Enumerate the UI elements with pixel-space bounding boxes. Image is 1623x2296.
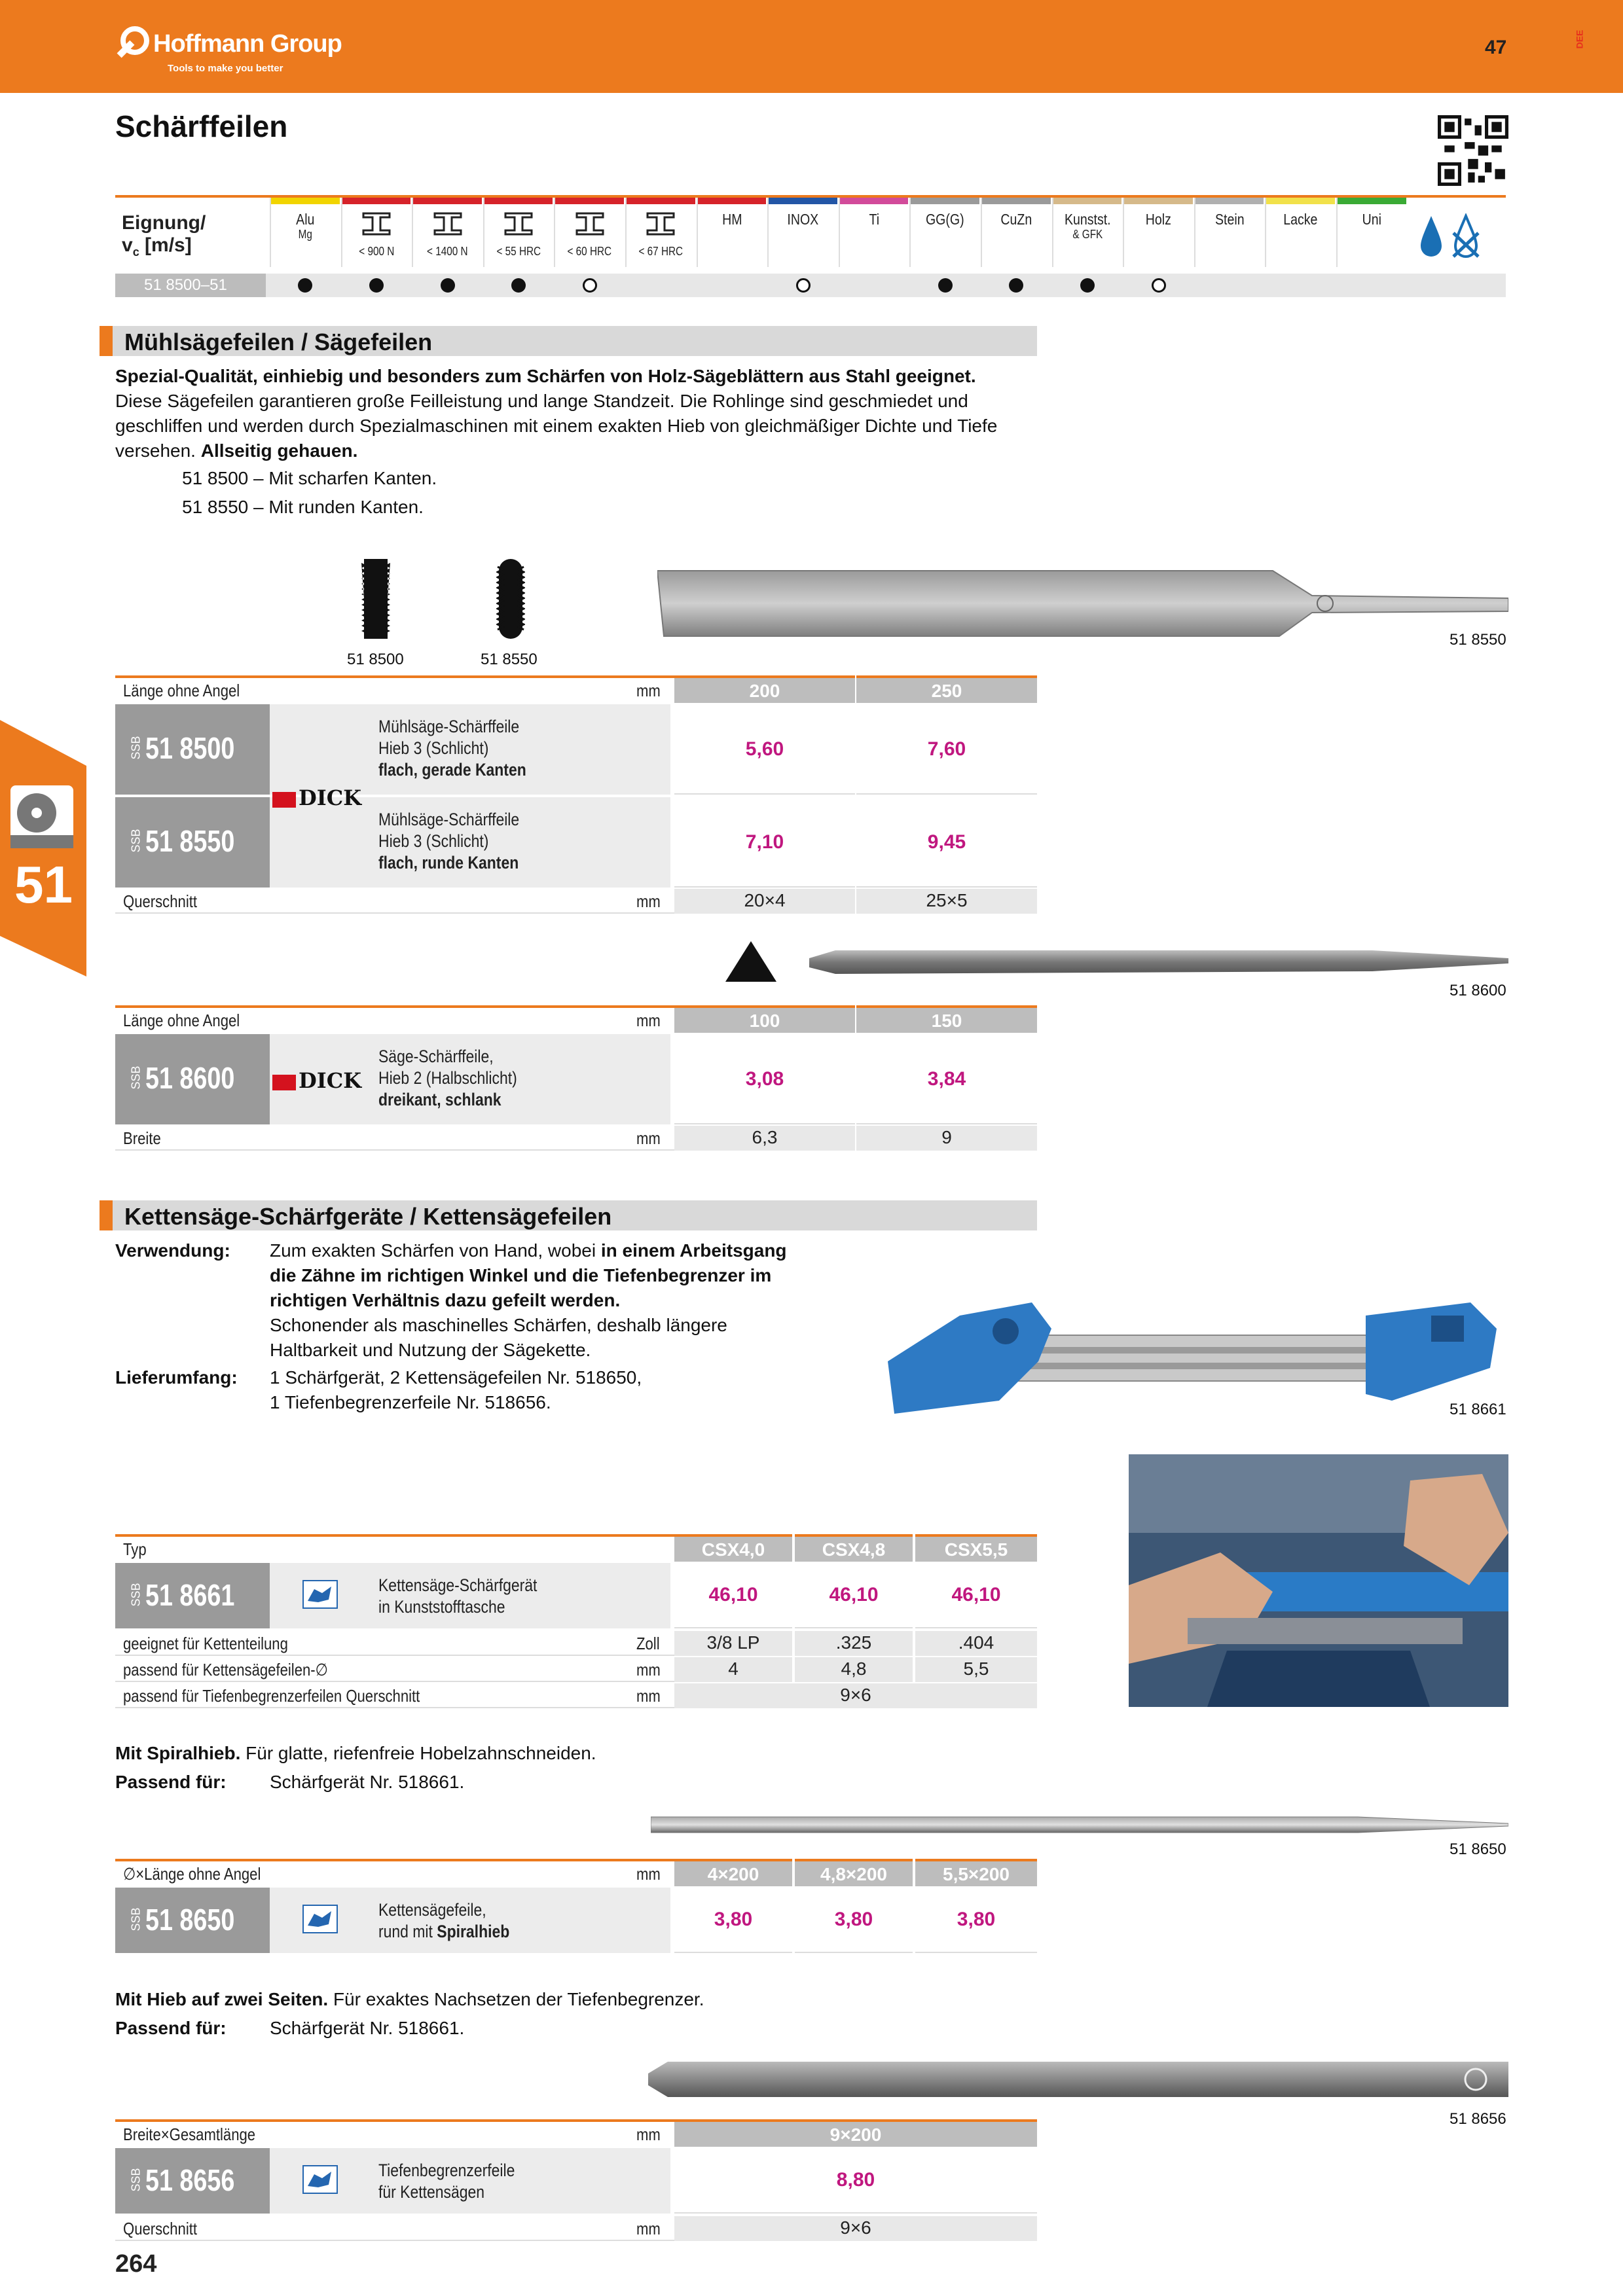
spiral-fit-label: Passend für: (115, 1772, 227, 1792)
t1-footer-label: Querschnitt (123, 891, 198, 911)
brand-text: DICK (299, 785, 361, 810)
steel-beam-icon (645, 211, 676, 237)
spec-label: passend für Tiefenbegrenzerfeilen Querschnitt (123, 1686, 420, 1706)
desc-line2: Hieb 3 (Schlicht) (378, 738, 489, 758)
suitability-sub-label: < 55 HRC (496, 245, 541, 258)
suitability-color-bar (1338, 198, 1406, 204)
ssb-badge: SSB (129, 829, 143, 853)
intro-line2: Diese Sägefeilen garantieren große Feilleistung und lange Standzeit. Die Rohlinge sind geschmiedet und (115, 391, 968, 411)
suitability-label-line1: Eignung/ (122, 212, 206, 234)
article-number: 51 8550 (145, 824, 235, 858)
suitability-col (839, 198, 910, 267)
t3-spec-row (115, 1631, 674, 1656)
suitability-color-bar (1266, 198, 1335, 204)
article-518600[interactable] (115, 1034, 270, 1124)
suitability-material-label: Ti (869, 211, 879, 228)
ssb-badge: SSB (129, 1907, 143, 1931)
intro-line4 (115, 439, 357, 463)
scope-line1: 1 Schärfgerät, 2 Kettensägefeilen Nr. 518650, (270, 1367, 642, 1388)
t2-footer-unit: mm (636, 1128, 661, 1148)
t5-footer-label: Querschnitt (123, 2219, 198, 2238)
coolant-drop-icon (1418, 213, 1444, 259)
image-label-518550: 51 8550 (481, 651, 538, 668)
page-number: 47 (1485, 37, 1507, 58)
spec-label: geeignet für Kettenteilung (123, 1634, 288, 1653)
t1-col-200: 200 (674, 675, 855, 703)
desc-line3: flach, gerade Kanten (378, 760, 526, 780)
suitability-row (115, 274, 1506, 297)
t3-desc (270, 1563, 670, 1628)
price-518500-200: 5,60 (674, 704, 855, 795)
suitability-sub-label: & GFK (1072, 228, 1103, 241)
desc-line2-text: rund mit (378, 1922, 437, 1941)
t1-header-unit: mm (636, 681, 661, 700)
footer-page-number: 264 (115, 2250, 157, 2278)
ssb-badge: SSB (129, 1583, 143, 1607)
spec-value: 5,5 (915, 1657, 1037, 1682)
t1-footer-unit: mm (636, 891, 661, 911)
brand-text: DICK (299, 1068, 361, 1093)
suitability-color-bar (911, 198, 979, 204)
t5-header-unit: mm (636, 2125, 661, 2144)
logo-tagline: Tools to make you better (168, 63, 283, 74)
pferd-brand-icon (302, 1580, 338, 1609)
suitability-color-bar (342, 198, 411, 204)
t5-col-1: 9×200 (674, 2119, 1037, 2147)
suitability-material-label: Lacke (1283, 211, 1318, 228)
cross-section-round-icon (496, 556, 525, 641)
t5-footer-val: 9×6 (674, 2216, 1037, 2241)
price-518500-250: 7,60 (856, 704, 1037, 795)
suitability-material-label: Alu (296, 211, 315, 228)
spec-unit: mm (636, 1660, 661, 1679)
desc-line1: Kettensägefeile, (378, 1900, 486, 1920)
page-title: Schärffeilen (115, 109, 288, 143)
spec-value: 4 (674, 1657, 792, 1682)
price-518661-2: 46,10 (795, 1563, 913, 1628)
desc-line3: flach, runde Kanten (378, 853, 519, 872)
desc-line3: dreikant, schlank (378, 1090, 501, 1109)
suitability-label (122, 212, 206, 263)
suitability-col (909, 198, 981, 267)
suitability-col (981, 198, 1052, 267)
image-label-518650: 51 8650 (1450, 1840, 1506, 1858)
t5-footer-unit: mm (636, 2219, 661, 2238)
t4-header (115, 1859, 674, 1886)
image-label-518500: 51 8500 (347, 651, 404, 668)
price-518550-250: 9,45 (856, 797, 1037, 888)
spec-unit: mm (636, 1686, 661, 1706)
spec-value: .404 (915, 1631, 1037, 1656)
round-file-image (651, 1814, 1508, 1835)
flat-file-image (657, 569, 1508, 637)
brand-dick-logo (272, 785, 371, 808)
cross-section-triangle-icon (724, 940, 778, 983)
suitable-full-dot (938, 278, 953, 293)
image-label-518550-flat: 51 8550 (1450, 631, 1506, 649)
article-number: 51 8650 (145, 1903, 235, 1937)
brand-dick-logo (272, 1068, 371, 1093)
suitability-material-label: Stein (1214, 211, 1245, 228)
t4-col-2: 4,8×200 (795, 1859, 913, 1886)
ssb-badge: SSB (129, 1066, 143, 1090)
use-label: Verwendung: (115, 1240, 230, 1261)
suitable-limited-dot (583, 278, 597, 293)
spiral-intro-text: Für glatte, riefenfreie Hobelzahnschneiden. (240, 1743, 596, 1763)
chainsaw-sharpener-image (881, 1289, 1503, 1420)
desc-line1: Mühlsäge-Schärffeile (378, 717, 520, 736)
suitability-color-bar (840, 198, 909, 204)
article-number: 51 8500 (145, 731, 235, 765)
use-line5: Haltbarkeit und Nutzung der Sägekette. (270, 1340, 591, 1360)
suitability-col (1123, 198, 1194, 267)
section-accent (100, 1200, 113, 1230)
price-518661-3: 46,10 (915, 1563, 1037, 1628)
desc-line1: Kettensäge-Schärfgerät (378, 1575, 538, 1595)
use-line4: Schonender als maschinelles Schärfen, deshalb längere (270, 1315, 727, 1335)
suitability-color-bar (1124, 198, 1193, 204)
suitable-full-dot (511, 278, 526, 293)
suitability-material-label: Kunstst. (1064, 211, 1111, 228)
language-code: DEE (1574, 29, 1585, 49)
t2-header-unit: mm (636, 1011, 661, 1030)
spec-value: 3/8 LP (674, 1631, 792, 1656)
t2-header-label: Länge ohne Angel (123, 1011, 240, 1030)
article-518661[interactable] (115, 1563, 270, 1628)
t2-footer-label: Breite (123, 1128, 161, 1148)
t4-col-1: 4×200 (674, 1859, 792, 1886)
t1-header-label: Länge ohne Angel (123, 681, 240, 700)
use-line1-text: Zum exakten Schärfen von Hand, wobei (270, 1240, 601, 1261)
desc-line2-bold: Spiralhieb (437, 1922, 510, 1941)
triangular-file-image (809, 948, 1508, 977)
suitability-material-label: GG(G) (926, 211, 965, 228)
spec-unit: Zoll (636, 1634, 660, 1653)
t2-footer-val-2: 9 (856, 1126, 1037, 1151)
article-number: 51 8656 (145, 2163, 235, 2197)
t3-col-csx40: CSX4,0 (674, 1534, 792, 1562)
suitability-color-bar (769, 198, 837, 204)
suitability-row-label: 51 8500–51 8600 (115, 274, 266, 297)
two-side-intro-bold: Mit Hieb auf zwei Seiten. (115, 1989, 329, 2009)
article-518500[interactable] (115, 704, 270, 795)
suitability-color-bar (698, 198, 767, 204)
price-518656: 8,80 (674, 2148, 1037, 2214)
two-side-intro (115, 1987, 704, 2012)
suitability-color-bar (1195, 198, 1264, 204)
spiral-intro (115, 1741, 596, 1766)
article-518650[interactable] (115, 1888, 270, 1953)
desc-line2: für Kettensägen (378, 2182, 485, 2202)
two-side-intro-text: Für exaktes Nachsetzen der Tiefenbegrenzer. (328, 1989, 704, 2009)
article-number: 51 8600 (145, 1061, 235, 1095)
suitability-material-label: Holz (1145, 211, 1172, 228)
price-518600-150: 3,84 (856, 1034, 1037, 1124)
two-side-fit-label: Passend für: (115, 2018, 227, 2038)
t4-desc (270, 1888, 670, 1953)
t4-col-3: 5,5×200 (915, 1859, 1037, 1886)
suitability-sub-label: < 67 HRC (638, 245, 684, 258)
suitability-sub-label: Mg (298, 228, 312, 241)
suitability-color-bar (1053, 198, 1122, 204)
suitable-full-dot (1080, 278, 1095, 293)
ssb-badge: SSB (129, 2168, 143, 2192)
t5-desc (270, 2148, 670, 2214)
t1-desc-2 (270, 797, 670, 888)
suitability-sub-label: < 1400 N (427, 245, 468, 258)
suitability-label-v: v (122, 234, 133, 256)
t3-spec-row (115, 1683, 674, 1708)
hoffmann-logo[interactable] (115, 17, 390, 74)
suitability-material-label: INOX (787, 211, 819, 228)
section-title: Mühlsägefeilen / Sägefeilen (124, 329, 433, 355)
t3-header-label: Typ (123, 1539, 147, 1559)
suitability-label-sub: c (132, 245, 139, 259)
price-518650-3: 3,80 (915, 1888, 1037, 1953)
section-title: Kettensäge-Schärfgeräte / Kettensägefeilen (124, 1203, 612, 1230)
t4-header-label: ∅×Länge ohne Angel (123, 1864, 261, 1884)
article-518656[interactable] (115, 2148, 270, 2214)
pferd-brand-icon (302, 2165, 338, 2194)
t1-col-250: 250 (856, 675, 1037, 703)
section-accent (100, 326, 113, 356)
desc-line2 (378, 1921, 509, 1943)
two-side-fit-value: Schärfgerät Nr. 518661. (270, 2018, 465, 2038)
image-label-518656: 51 8656 (1450, 2110, 1506, 2128)
t3-col-csx48: CSX4,8 (795, 1534, 913, 1562)
t1-desc-1 (270, 704, 670, 795)
suitability-sub-label: < 60 HRC (567, 245, 612, 258)
section-header-saw-files (100, 326, 1037, 356)
use-line3: richtigen Verhältnis dazu gefeilt werden. (270, 1290, 621, 1310)
logo-mark-icon (115, 21, 155, 60)
suitable-full-dot (369, 278, 384, 293)
use-line1-bold: in einem Arbeitsgang (600, 1240, 787, 1261)
depth-gauge-file-image (648, 2060, 1508, 2098)
intro-line4-bold: Allseitig gehauen. (200, 440, 358, 461)
logo-text: Hoffmann Group (153, 30, 342, 58)
suitability-material-label: HM (721, 211, 742, 228)
usage-photo (1129, 1454, 1508, 1707)
spec-value: 4,8 (795, 1657, 913, 1682)
spec-value: .325 (795, 1631, 913, 1656)
t3-col-csx55: CSX5,5 (915, 1534, 1037, 1562)
price-518650-2: 3,80 (795, 1888, 913, 1953)
pferd-brand-icon (302, 1905, 338, 1933)
suitability-material-label: CuZn (1000, 211, 1032, 228)
suitability-col (697, 198, 768, 267)
suitable-limited-dot (796, 278, 811, 293)
spec-value: 9×6 (674, 1683, 1037, 1708)
suitable-limited-dot (1152, 278, 1166, 293)
chapter-number: 51 (14, 855, 73, 914)
dry-no-coolant-icon (1450, 213, 1482, 259)
use-line1 (270, 1238, 787, 1263)
steel-beam-icon (574, 211, 606, 237)
price-518600-100: 3,08 (674, 1034, 855, 1124)
variant-1: 51 8500 – Mit scharfen Kanten. (182, 468, 437, 488)
image-label-518600: 51 8600 (1450, 982, 1506, 999)
steel-beam-icon (503, 211, 534, 237)
spiral-fit-value: Schärfgerät Nr. 518661. (270, 1772, 465, 1792)
price-518661-1: 46,10 (674, 1563, 792, 1628)
suitability-sub-label: < 900 N (358, 245, 394, 258)
chapter-side-tab[interactable] (0, 720, 86, 977)
qr-code-icon[interactable] (1438, 115, 1508, 186)
suitability-color-bar (271, 198, 340, 204)
t3-header (115, 1534, 674, 1562)
section-header-chainsaw (100, 1200, 1037, 1230)
t2-footer-val-1: 6,3 (674, 1126, 855, 1151)
steel-beam-icon (432, 211, 464, 237)
scope-line2: 1 Tiefenbegrenzerfeile Nr. 518656. (270, 1392, 551, 1412)
ssb-badge: SSB (129, 736, 143, 760)
suitability-color-bar (413, 198, 482, 204)
t3-spec-row (115, 1657, 674, 1682)
intro-line4-text: versehen. (115, 440, 201, 461)
t5-header-label: Breite×Gesamtlänge (123, 2125, 256, 2144)
suitability-col (1265, 198, 1336, 267)
intro-line3: geschliffen und werden durch Spezialmaschinen mit einem exakten Hieb von gleichmäßiger Dichte und Tiefe (115, 416, 998, 436)
t5-footer (115, 2216, 674, 2241)
t2-header (115, 1005, 674, 1033)
t4-header-unit: mm (636, 1864, 661, 1884)
suitability-color-bar (555, 198, 624, 204)
suitability-col (1194, 198, 1266, 267)
cross-section-sharp-icon (361, 556, 390, 641)
t1-footer (115, 889, 674, 914)
desc-line1: Mühlsäge-Schärffeile (378, 810, 520, 829)
t1-footer-val-2: 25×5 (856, 889, 1037, 914)
spiral-intro-bold: Mit Spiralhieb. (115, 1743, 241, 1763)
t1-header (115, 675, 674, 703)
article-number: 51 8661 (145, 1578, 235, 1612)
desc-line2: in Kunststofftasche (378, 1597, 505, 1617)
article-518550[interactable] (115, 797, 270, 888)
variant-2: 51 8550 – Mit runden Kanten. (182, 497, 424, 517)
desc-line2: Hieb 2 (Halbschlicht) (378, 1068, 517, 1088)
image-label-518661: 51 8661 (1450, 1401, 1506, 1418)
price-518650-1: 3,80 (674, 1888, 792, 1953)
t1-footer-val-1: 20×4 (674, 889, 855, 914)
suitability-label-unit: [m/s] (139, 234, 192, 256)
t2-col-100: 100 (674, 1005, 855, 1033)
t5-header (115, 2119, 674, 2147)
desc-line1: Säge-Schärffeile, (378, 1047, 494, 1066)
price-518550-200: 7,10 (674, 797, 855, 888)
desc-line1: Tiefenbegrenzerfeile (378, 2161, 515, 2180)
t2-col-150: 150 (856, 1005, 1037, 1033)
suitability-col (767, 198, 839, 267)
desc-line2: Hieb 3 (Schlicht) (378, 831, 489, 851)
suitability-col (1336, 198, 1408, 267)
suitability-color-bar (627, 198, 695, 204)
intro-bold: Spezial-Qualität, einhiebig und besonders zum Schärfen von Holz-Sägeblättern aus Stahl geeignet. (115, 366, 976, 386)
steel-beam-icon (361, 211, 392, 237)
suitability-color-bar (982, 198, 1051, 204)
use-line2: die Zähne im richtigen Winkel und die Tiefenbegrenzer im (270, 1265, 772, 1285)
t2-footer (115, 1126, 674, 1151)
suitable-full-dot (441, 278, 455, 293)
suitability-material-label: Uni (1362, 211, 1381, 228)
suitability-color-bar (484, 198, 553, 204)
scope-label: Lieferumfang: (115, 1367, 238, 1388)
spec-label: passend für Kettensägefeilen-∅ (123, 1660, 328, 1679)
